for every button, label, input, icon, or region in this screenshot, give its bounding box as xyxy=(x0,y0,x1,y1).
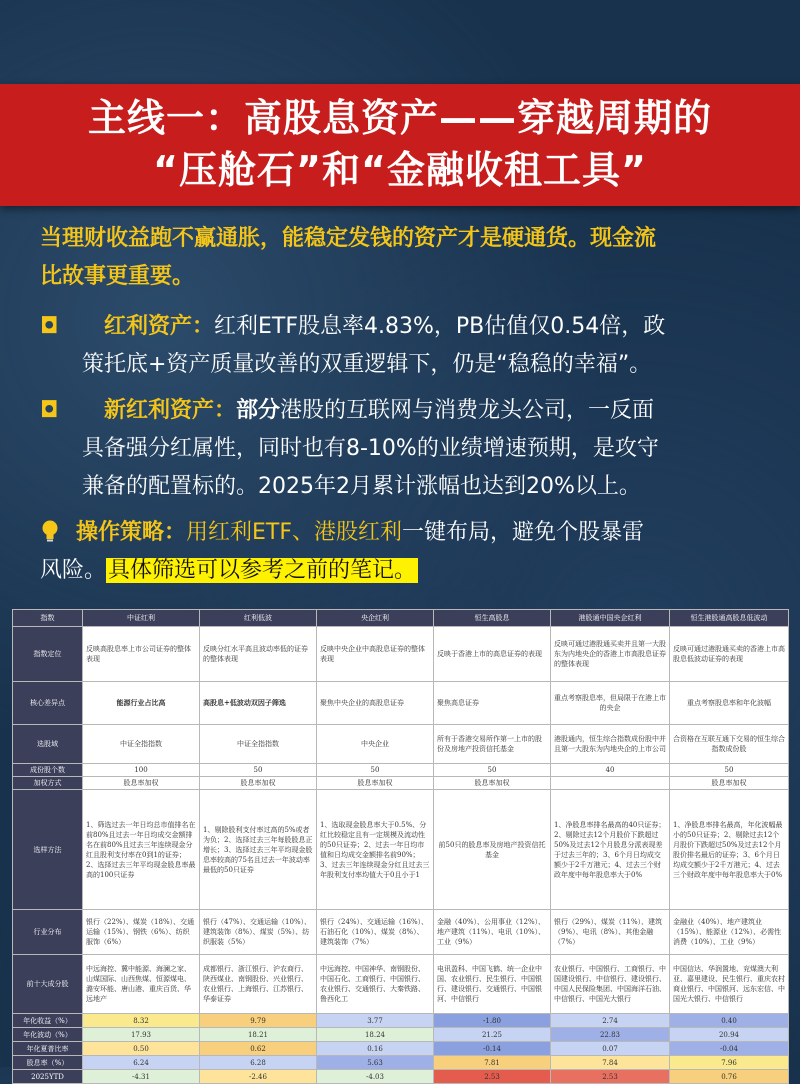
header-cell: 央企红利 xyxy=(317,610,434,627)
table-cell: 反映分红水平高且波动率低的证券的整体表现 xyxy=(200,627,317,682)
table-cell: 农业银行、中国银行、工商银行、中国建设银行、中信银行、建设银行、中国人民保险集团、中国海洋石油、中信银行、中国光大银行 xyxy=(551,955,670,1014)
bullet-text: 红利ETF股息率4.83%，PB估值仅0.54倍，政 xyxy=(214,314,666,339)
bullet-text: 策托底+资产质量改善的双重逻辑下，仍是“稳稳的幸福”。 xyxy=(82,352,652,377)
table-cell: 金融（40%）、公用事业（12%）、地产建筑（11%）、电讯（10%）、工业（9%） xyxy=(434,910,551,955)
table-cell: 0.76 xyxy=(670,1070,789,1084)
table-cell: 反映可通过港股通买卖的香港上市高股息低波动证券的表现 xyxy=(670,627,789,682)
strategy-note-highlight: 具体筛选可以参考之前的笔记。 xyxy=(108,558,417,583)
table-cell: 股息率加权 xyxy=(83,777,200,790)
table-cell: 聚焦中央企业的高股息证券 xyxy=(317,682,434,725)
table-cell: 成都银行、浙江银行、沪农商行、陕西煤业、南钢股份、兴业银行、农业银行、上海银行、江苏银行、华泰证券 xyxy=(200,955,317,1014)
title-line-2: “压舱石”和“金融收租工具” xyxy=(153,148,647,192)
table-cell: 银行（24%）、交通运输（16%）、石油石化（10%）、煤炭（8%）、建筑装饰（7%） xyxy=(317,910,434,955)
intro-line-1: 当理财收益跑不赢通胀，能稳定发钱的资产才是硬通货。现金流 xyxy=(40,226,657,251)
bullet-text: 兼备的配置标的。2025年2月累计涨幅也达到20%以上。 xyxy=(82,474,641,499)
table-cell: 50 xyxy=(317,764,434,777)
table-row xyxy=(13,682,789,725)
strategy-text: 一键布局，避免个股暴雷 xyxy=(402,520,645,545)
header-cell: 港股通中国央企红利 xyxy=(551,610,670,627)
bullet-bold-text: 部分 xyxy=(236,398,281,423)
table-cell: 7.81 xyxy=(434,1056,551,1070)
table-cell: 50 xyxy=(200,764,317,777)
table-cell: 6.28 xyxy=(200,1056,317,1070)
table-row xyxy=(13,910,789,955)
row-label: 行业分布 xyxy=(13,910,83,955)
table-cell: 中国信达、华润置地、兖煤澳大利亚、嘉里建设、民生银行、重庆农村商业银行、中国银河、远东宏信、中国光大银行、中信银行 xyxy=(670,955,789,1014)
table-row xyxy=(13,1028,789,1042)
table-cell: 能源行业占比高 xyxy=(83,682,200,725)
table-cell: 50 xyxy=(670,764,789,777)
table-cell: 50 xyxy=(434,764,551,777)
index-comparison-table xyxy=(12,609,788,1081)
bullet-label: 红利资产： xyxy=(104,314,215,339)
table-cell: 银行（29%）、煤炭（11%）、建筑（9%）、电讯（8%）、其他金融（7%） xyxy=(551,910,670,955)
table-cell: 合资格在互联互通下交易的恒生综合指数成份股 xyxy=(670,725,789,764)
bullet-text: 具备强分红属性，同时也有8-10%的业绩增速预期，是攻守 xyxy=(82,436,659,461)
bullet-label: 新红利资产： xyxy=(104,398,237,423)
table-cell: 高股息+低波动双因子筛选 xyxy=(200,682,317,725)
table-row xyxy=(13,1014,789,1028)
table-cell: 反映高股息率上市公司证券的整体表现 xyxy=(83,627,200,682)
table-row xyxy=(13,1070,789,1084)
table-cell: 18.24 xyxy=(317,1028,434,1042)
table-cell: 40 xyxy=(551,764,670,777)
bullet-marker-icon: ◘ xyxy=(40,398,59,423)
table-cell: 金融业（40%）、地产建筑业（15%）、能源业（12%）、必需性消费（10%）、工业（9%） xyxy=(670,910,789,955)
row-label: 前十大成分股 xyxy=(13,955,83,1014)
table-cell: 100 xyxy=(83,764,200,777)
table-cell: -4.03 xyxy=(317,1070,434,1084)
row-label: 指数定位 xyxy=(13,627,83,682)
table-row xyxy=(13,955,789,1014)
table-cell: 前50只的股息率及房地产投资信托基金 xyxy=(434,790,551,910)
table-cell: 7.96 xyxy=(670,1056,789,1070)
table-cell: 银行（22%）、煤炭（18%）、交通运输（15%）、钢铁（6%）、纺织服饰（6%） xyxy=(83,910,200,955)
table-row xyxy=(13,627,789,682)
table-cell: 7.84 xyxy=(551,1056,670,1070)
row-label: 选样方法 xyxy=(13,790,83,910)
table-cell: 反映于香港上市的高息证券的表现 xyxy=(434,627,551,682)
table-cell: 2.53 xyxy=(434,1070,551,1084)
table-row xyxy=(13,725,789,764)
table-cell: 0.40 xyxy=(670,1014,789,1028)
table-cell: 21.25 xyxy=(434,1028,551,1042)
header-cell: 指数 xyxy=(13,610,83,627)
header-cell: 恒生高股息 xyxy=(434,610,551,627)
table-cell: -1.80 xyxy=(434,1014,551,1028)
strategy-block xyxy=(40,514,780,590)
table-cell: 港股通内，恒生综合指数成份股中并且第一大股东为内地央企的上市公司 xyxy=(551,725,670,764)
table-cell: 重点考察股息率和年化波幅 xyxy=(670,682,789,725)
table-cell: 中央企业 xyxy=(317,725,434,764)
strategy-text: 风险。 xyxy=(40,558,107,583)
table-cell: 2.53 xyxy=(551,1070,670,1084)
table-row xyxy=(13,777,789,790)
row-label: 核心差异点 xyxy=(13,682,83,725)
table-cell: -0.14 xyxy=(434,1042,551,1056)
bullet-dividend xyxy=(40,308,780,384)
table-cell: 0.50 xyxy=(83,1042,200,1056)
table-cell: 中远海控、冀中能源、海澜之家、山煤国际、山西焦煤、恒源煤电、潞安环能、唐山港、重庆百货、华远地产 xyxy=(83,955,200,1014)
table-cell: 2.74 xyxy=(551,1014,670,1028)
table-row xyxy=(13,1042,789,1056)
table-cell: 股息率加权 xyxy=(200,777,317,790)
strategy-label: 操作策略： xyxy=(76,520,187,545)
table-cell: 18.21 xyxy=(200,1028,317,1042)
table-cell: 1、剔除股利支付率过高的5%或者为负；2、选择过去三年每股股息正增长；3、选择过去三年平均现金股息率较高的75名且过去一年波动率最低的50只证券 xyxy=(200,790,317,910)
table-cell: 1、净股息率排名最高的40只证券；2、剔除过去12个月股价下跌超过50%及过去12个月股息分派表现差于过去三年的；3、6个月日均成交额少于2千万港元；4、过去三个财政年度中每年股息率大于0% xyxy=(551,790,670,910)
table-cell: 所有于香港交易所作第一上市的股份及房地产投资信托基金 xyxy=(434,725,551,764)
table-cell: 8.32 xyxy=(83,1014,200,1028)
table-cell: 重点考察股息率，但局限于在港上市的央企 xyxy=(551,682,670,725)
table-cell: 股息率加权 xyxy=(670,777,789,790)
intro-line-2: 比故事更重要。 xyxy=(40,264,195,289)
bullet-marker-icon: ◘ xyxy=(40,314,59,339)
row-label: 年化夏普比率 xyxy=(13,1042,83,1056)
table-cell: 0.16 xyxy=(317,1042,434,1056)
table-header-row xyxy=(13,610,789,627)
table-cell: 22.83 xyxy=(551,1028,670,1042)
table-row xyxy=(13,1056,789,1070)
row-label: 年化收益（%） xyxy=(13,1014,83,1028)
title-banner xyxy=(0,84,800,206)
table-row xyxy=(13,790,789,910)
table-cell: 中远海控、中国神华、南钢股份、中国石化、工商银行、中国银行、农业银行、交通银行、大秦铁路、鲁西化工 xyxy=(317,955,434,1014)
table-cell: 银行（47%）、交通运输（10%）、建筑装饰（8%）、煤炭（5%）、纺织服装（5%） xyxy=(200,910,317,955)
intro-paragraph xyxy=(40,220,780,296)
row-label: 2025YTD xyxy=(13,1070,83,1084)
header-cell: 恒生港股通高股息低波动 xyxy=(670,610,789,627)
table-cell: 股息率加权 xyxy=(317,777,434,790)
row-label: 股息率（%） xyxy=(13,1056,83,1070)
table-cell: 1、筛选过去一年日均总市值排名在前80%且过去一年日均成交金额排名在前80%且过去三年连续现金分红且股利支付率在0到1的证券；2、选择过去三年平均现金股息率最高的100只证券 xyxy=(83,790,200,910)
table-cell: 0.62 xyxy=(200,1042,317,1056)
row-label: 成份股个数 xyxy=(13,764,83,777)
table-cell: 反映中央企业中高股息证券的整体表现 xyxy=(317,627,434,682)
bullet-text: 港股的互联网与消费龙头公司，一反面 xyxy=(280,398,655,423)
table-cell: 5.63 xyxy=(317,1056,434,1070)
table-cell: -2.46 xyxy=(200,1070,317,1084)
lightbulb-icon xyxy=(40,514,76,552)
table-cell: 中证全指指数 xyxy=(200,725,317,764)
table-cell: 0.07 xyxy=(551,1042,670,1056)
row-label: 加权方式 xyxy=(13,777,83,790)
table-cell: 6.24 xyxy=(83,1056,200,1070)
header-cell: 红利低波 xyxy=(200,610,317,627)
table-cell: 反映可通过港股通买卖并且第一大股东为内地央企的香港上市高股息证券的整体表现 xyxy=(551,627,670,682)
row-label: 选股域 xyxy=(13,725,83,764)
table-cell: 股息率加权 xyxy=(434,777,551,790)
table-cell: -0.04 xyxy=(670,1042,789,1056)
table-cell: -4.31 xyxy=(83,1070,200,1084)
table-cell xyxy=(551,777,670,790)
header-cell: 中证红利 xyxy=(83,610,200,627)
strategy-highlight: 用红利ETF、港股红利 xyxy=(186,520,403,545)
table-cell: 20.94 xyxy=(670,1028,789,1042)
table-cell: 聚焦高息证券 xyxy=(434,682,551,725)
bullet-new-dividend xyxy=(40,392,780,506)
table-row xyxy=(13,764,789,777)
table-cell: 9.79 xyxy=(200,1014,317,1028)
row-label: 年化波动（%） xyxy=(13,1028,83,1042)
table-cell: 1、选取现金股息率大于0.5%、分红比较稳定且有一定规模及流动性的50只证券；2、过去一年日均市值和日均成交金额排名前90%；3、过去三年连续现金分红且过去三年股利支付率均值大于0且小于1 xyxy=(317,790,434,910)
table-cell: 电讯盈科、中国飞鹤、统一企业中国、农业银行、民生银行、中国银行、建设银行、交通银行、中国银河、中信银行 xyxy=(434,955,551,1014)
table-cell: 17.93 xyxy=(83,1028,200,1042)
table-cell: 中证全指指数 xyxy=(83,725,200,764)
table-cell: 1、净股息率排名最高，年化波幅最小的50只证券；2、剔除过去12个月股价下跌超过50%及过去12个月股价排名最后的证券；3、6个月日均成交额少于2千万港元；4、过去三个财政年度中每年股息率大于0% xyxy=(670,790,789,910)
title-line-1: 主线一：高股息资产——穿越周期的 xyxy=(87,96,712,140)
table-cell: 3.77 xyxy=(317,1014,434,1028)
